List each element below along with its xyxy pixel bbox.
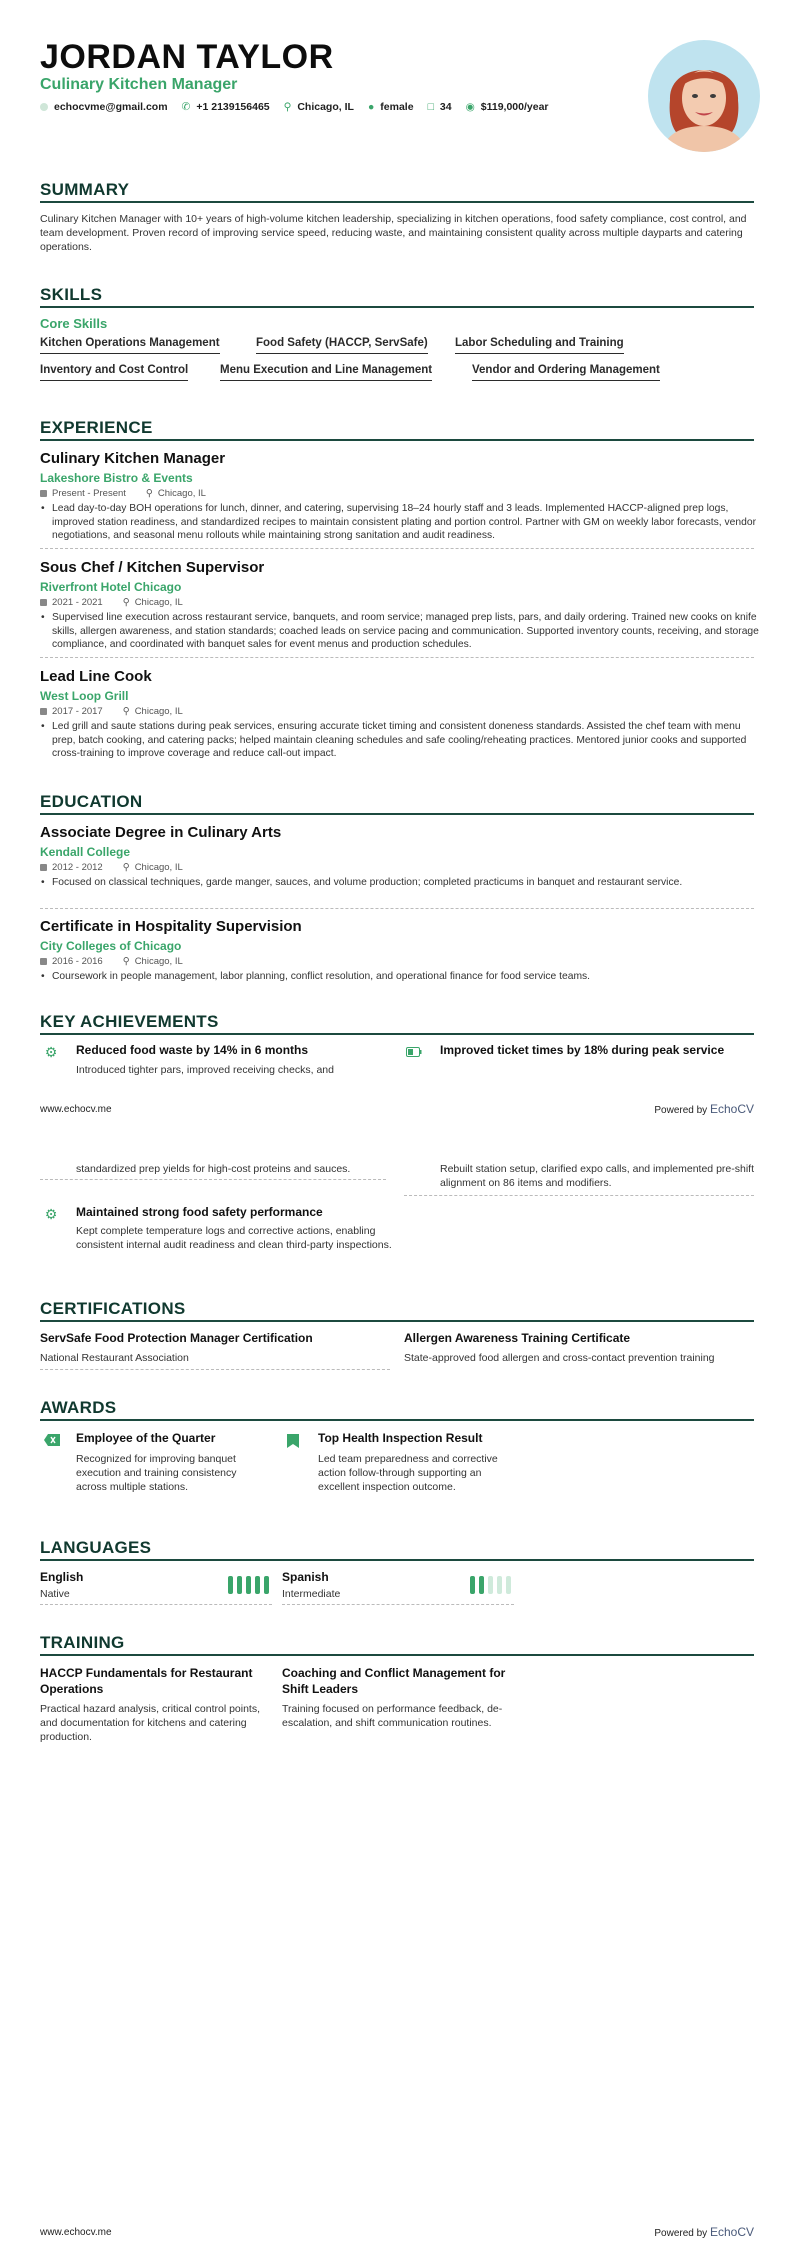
school-name: Kendall College — [40, 845, 131, 859]
location-pin-icon: ⚲ — [122, 597, 130, 608]
skill-tag: Food Safety (HACCP, ServSafe) — [256, 337, 428, 354]
job-separator — [40, 657, 754, 658]
award-title: Employee of the Quarter — [76, 1431, 216, 1445]
skills-divider — [40, 306, 754, 308]
achievement-text-continued: standardized prep yields for high-cost proteins and sauces. — [76, 1163, 351, 1175]
certification-separator — [40, 1369, 390, 1370]
rating-bar — [497, 1576, 502, 1594]
rating-bar — [506, 1576, 511, 1594]
contact-gender: ● female — [367, 101, 414, 113]
location-pin-icon: ⚲ — [122, 706, 130, 717]
footer-powered: Powered by EchoCV — [654, 2225, 754, 2239]
battery-icon — [406, 1045, 420, 1059]
education-divider — [40, 813, 754, 815]
language-name: Spanish — [282, 1570, 329, 1584]
core-skills-title: Core Skills — [40, 316, 108, 331]
school-name: City Colleges of Chicago — [40, 939, 182, 953]
calendar-icon: □ — [427, 101, 434, 113]
job-company: Lakeshore Bistro & Events — [40, 471, 193, 485]
location-pin-icon: ⚲ — [122, 862, 130, 873]
achievement-title: Maintained strong food safety performance — [76, 1205, 323, 1219]
calendar-icon — [40, 708, 47, 715]
contact-bar — [40, 101, 549, 113]
language-separator — [40, 1604, 272, 1605]
award-text: Recognized for improving banquet execution and training consistency across multiple stations. — [76, 1453, 237, 1493]
job-bullet: • Led grill and saute stations during peak services, ensuring accurate ticket timing and consistent doneness standards. Assisted the chef team with menu prep, batch cooking, and catering packs; helped maintain cleaning schedules and safe cooling/reheating practices. Mentored junior cooks and supported cross-training to improve coverage and reduce call-out impact. — [40, 720, 766, 761]
job-bullet: • Supervised line execution across restaurant service, banquets, and room service; managed prep lists, pars, and daily ordering. Trained new cooks on knife skills, allergen awareness, and station standards; coached leads on service pacing and communication. Supported inventory counts, receiving, and storage compliance, and coordinated with banquet sales for event menus and production schedules. — [40, 611, 766, 652]
skill-tag: Kitchen Operations Management — [40, 337, 220, 354]
bookmark-icon — [286, 1434, 300, 1448]
award-title: Top Health Inspection Result — [318, 1431, 483, 1445]
degree-title: Associate Degree in Culinary Arts — [40, 824, 282, 841]
job-title: Lead Line Cook — [40, 668, 152, 685]
ticket-icon — [44, 1434, 58, 1448]
phone-icon: ✆ — [181, 101, 191, 113]
language-name: English — [40, 1570, 84, 1584]
footer-brand[interactable]: EchoCV — [709, 2225, 754, 2239]
job-bullet: • Lead day-to-day BOH operations for lunch, dinner, and catering, supervising 18–24 hourly staff and 3 leads. Implemented HACCP-aligned prep logs, improved station readiness, and standardized recipes to maintain consistent plating and portion control. Partner with GM on weekly labor forecasts, vendor negotiations, and seasonal menu rollouts while maintaining strong sanitation and audit readiness. — [40, 502, 766, 543]
achievement-title: Improved ticket times by 18% during peak service — [440, 1043, 725, 1057]
gear-icon: ⚙ — [44, 1206, 58, 1222]
footer-site[interactable]: www.echocv.me — [40, 2227, 112, 2238]
languages-divider — [40, 1559, 754, 1561]
training-divider — [40, 1654, 754, 1656]
rating-bar — [246, 1576, 251, 1594]
education-meta: 2012 - 2012 ⚲ Chicago, IL — [40, 862, 183, 873]
experience-heading: EXPERIENCE — [40, 418, 153, 437]
education-heading: EDUCATION — [40, 792, 143, 811]
awards-heading: AWARDS — [40, 1398, 117, 1417]
skill-tag: Vendor and Ordering Management — [472, 364, 660, 381]
job-company: West Loop Grill — [40, 689, 129, 703]
achievement-text: Introduced tighter pars, improved receiving checks, and — [76, 1064, 334, 1076]
location-pin-icon: ⚲ — [283, 101, 292, 113]
education-meta: 2016 - 2016 ⚲ Chicago, IL — [40, 956, 183, 967]
training-title: Coaching and Conflict Management for Shift Leaders — [282, 1666, 506, 1696]
languages-heading: LANGUAGES — [40, 1538, 152, 1557]
rating-bar — [488, 1576, 493, 1594]
achievement-separator — [404, 1195, 754, 1196]
summary-divider — [40, 201, 754, 203]
profile-photo — [648, 40, 760, 152]
job-title: Sous Chef / Kitchen Supervisor — [40, 559, 265, 576]
rating-bar — [264, 1576, 269, 1594]
language-level: Native — [40, 1588, 70, 1600]
contact-location: ⚲ Chicago, IL — [283, 101, 354, 113]
gear-icon: ⚙ — [44, 1044, 58, 1060]
job-meta: 2017 - 2017 ⚲ Chicago, IL — [40, 706, 183, 717]
skill-tag: Labor Scheduling and Training — [455, 337, 624, 354]
summary-heading: SUMMARY — [40, 180, 130, 199]
contact-email[interactable]: echocvme@gmail.com — [40, 101, 168, 113]
email-icon — [40, 103, 48, 111]
training-text: Training focused on performance feedback, de-escalation, and shift communication routines. — [282, 1703, 503, 1729]
language-level: Intermediate — [282, 1588, 341, 1600]
skills-heading: SKILLS — [40, 285, 103, 304]
training-title: HACCP Fundamentals for Restaurant Operations — [40, 1666, 253, 1696]
education-separator — [40, 908, 754, 909]
calendar-icon — [40, 958, 47, 965]
person-icon: ● — [367, 101, 375, 113]
calendar-icon — [40, 864, 47, 871]
achievement-text: Kept complete temperature logs and corrective actions, enabling consistent internal audit readiness and clean third-party inspections. — [76, 1225, 392, 1251]
footer-powered: Powered by EchoCV — [654, 1102, 754, 1116]
rating-bar — [479, 1576, 484, 1594]
location-pin-icon: ⚲ — [122, 956, 130, 967]
job-meta: Present - Present ⚲ Chicago, IL — [40, 488, 206, 499]
award-text: Led team preparedness and corrective action follow-through supporting an excellent inspection outcome. — [318, 1453, 498, 1493]
certification-name: Allergen Awareness Training Certificate — [404, 1331, 631, 1345]
calendar-icon — [40, 599, 47, 606]
job-company: Riverfront Hotel Chicago — [40, 580, 182, 594]
rating-bar — [228, 1576, 233, 1594]
skill-tag: Menu Execution and Line Management — [220, 364, 432, 381]
job-separator — [40, 548, 754, 549]
rating-bar — [470, 1576, 475, 1594]
skill-tag: Inventory and Cost Control — [40, 364, 188, 381]
location-pin-icon: ⚲ — [145, 488, 153, 499]
achievement-text-continued: Rebuilt station setup, clarified expo calls, and implemented pre-shift alignment on 86 items and modifiers. — [440, 1163, 754, 1189]
training-heading: TRAINING — [40, 1633, 125, 1652]
awards-divider — [40, 1419, 754, 1421]
footer-site[interactable]: www.echocv.me — [40, 1104, 112, 1115]
degree-title: Certificate in Hospitality Supervision — [40, 918, 302, 935]
calendar-icon — [40, 490, 47, 497]
rating-bar — [237, 1576, 242, 1594]
achievement-separator — [40, 1179, 386, 1180]
achievement-title: Reduced food waste by 14% in 6 months — [76, 1043, 309, 1057]
contact-age: □ 34 — [427, 101, 452, 113]
summary-text: Culinary Kitchen Manager with 10+ years of high-volume kitchen leadership, specializing in kitchen operations, food safety compliance, cost control, and team development. Proven record of improving service speed, reducing waste, and maintaining consistent quality across multiple dayparts and catering operations. — [40, 213, 747, 253]
achievements-heading: KEY ACHIEVEMENTS — [40, 1012, 219, 1031]
rating-bar — [255, 1576, 260, 1594]
experience-divider — [40, 439, 754, 441]
language-separator — [282, 1604, 514, 1605]
contact-salary: ◉ $119,000/year — [465, 101, 549, 113]
job-meta: 2021 - 2021 ⚲ Chicago, IL — [40, 597, 183, 608]
candidate-name: JORDAN TAYLOR — [40, 38, 334, 76]
certification-issuer: State-approved food allergen and cross-contact prevention training — [404, 1352, 715, 1364]
candidate-role: Culinary Kitchen Manager — [40, 76, 238, 93]
job-title: Culinary Kitchen Manager — [40, 450, 226, 467]
education-bullet: • Focused on classical techniques, garde manger, sauces, and volume production; completed practicums in banquet and restaurant service. — [40, 876, 766, 890]
footer-brand[interactable]: EchoCV — [709, 1102, 754, 1116]
education-bullet: • Coursework in people management, labor planning, conflict resolution, and operational finance for food service teams. — [40, 970, 766, 984]
achievements-divider — [40, 1033, 754, 1035]
language-rating — [228, 1576, 269, 1594]
money-icon: ◉ — [465, 101, 475, 113]
contact-phone[interactable]: ✆ +1 2139156465 — [181, 101, 270, 113]
certification-issuer: National Restaurant Association — [40, 1352, 189, 1364]
certification-name: ServSafe Food Protection Manager Certification — [40, 1331, 313, 1345]
certifications-divider — [40, 1320, 754, 1322]
language-rating — [470, 1576, 511, 1594]
training-text: Practical hazard analysis, critical control points, and documentation for kitchens and catering production. — [40, 1703, 261, 1743]
certifications-heading: CERTIFICATIONS — [40, 1299, 186, 1318]
